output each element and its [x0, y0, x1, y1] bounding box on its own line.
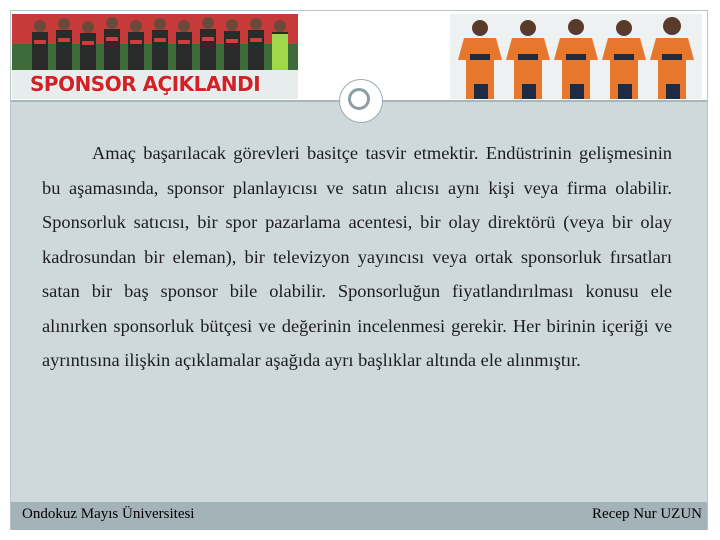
body-paragraph: [42, 136, 672, 378]
team-photo-orange-kit-art: [450, 14, 702, 99]
team-photo-orange-kit: [450, 14, 702, 99]
ring-connector-inner: [348, 88, 370, 110]
ring-connector-icon: [340, 80, 382, 122]
footer-author: Recep Nur UZUN: [592, 506, 702, 522]
banner-headline: SPONSOR AÇIKLANDI: [30, 72, 261, 96]
body-paragraph-text: Amaç başarılacak görevleri basitçe tasvir etmektir. Endüstrinin gelişmesinin bu aşamasında, sponsor planlayıcısı ve satın alıcısı aynı kişi veya firma olabilir. Sponsorluk satıcısı, bir spor pazarlama acentesi, bir olay direktörü (veya bir olay kadrosundan bir eleman), bir televizyon yayıncısı veya ortak sponsorluk fırsatları satan bir baş sponsor bile olabilir. Sponsorluğun fiyatlandırılması konusu ele alınırken sponsorluk bütçesi ve değerinin incelenmesi gerekir. Her birinin içeriği ve ayrıntısına ilişkin açıklamalar aşağıda ayrı başlıklar altında ele alınmıştır.: [42, 143, 672, 370]
footer-institution: Ondokuz Mayıs Üniversitesi: [22, 506, 195, 522]
